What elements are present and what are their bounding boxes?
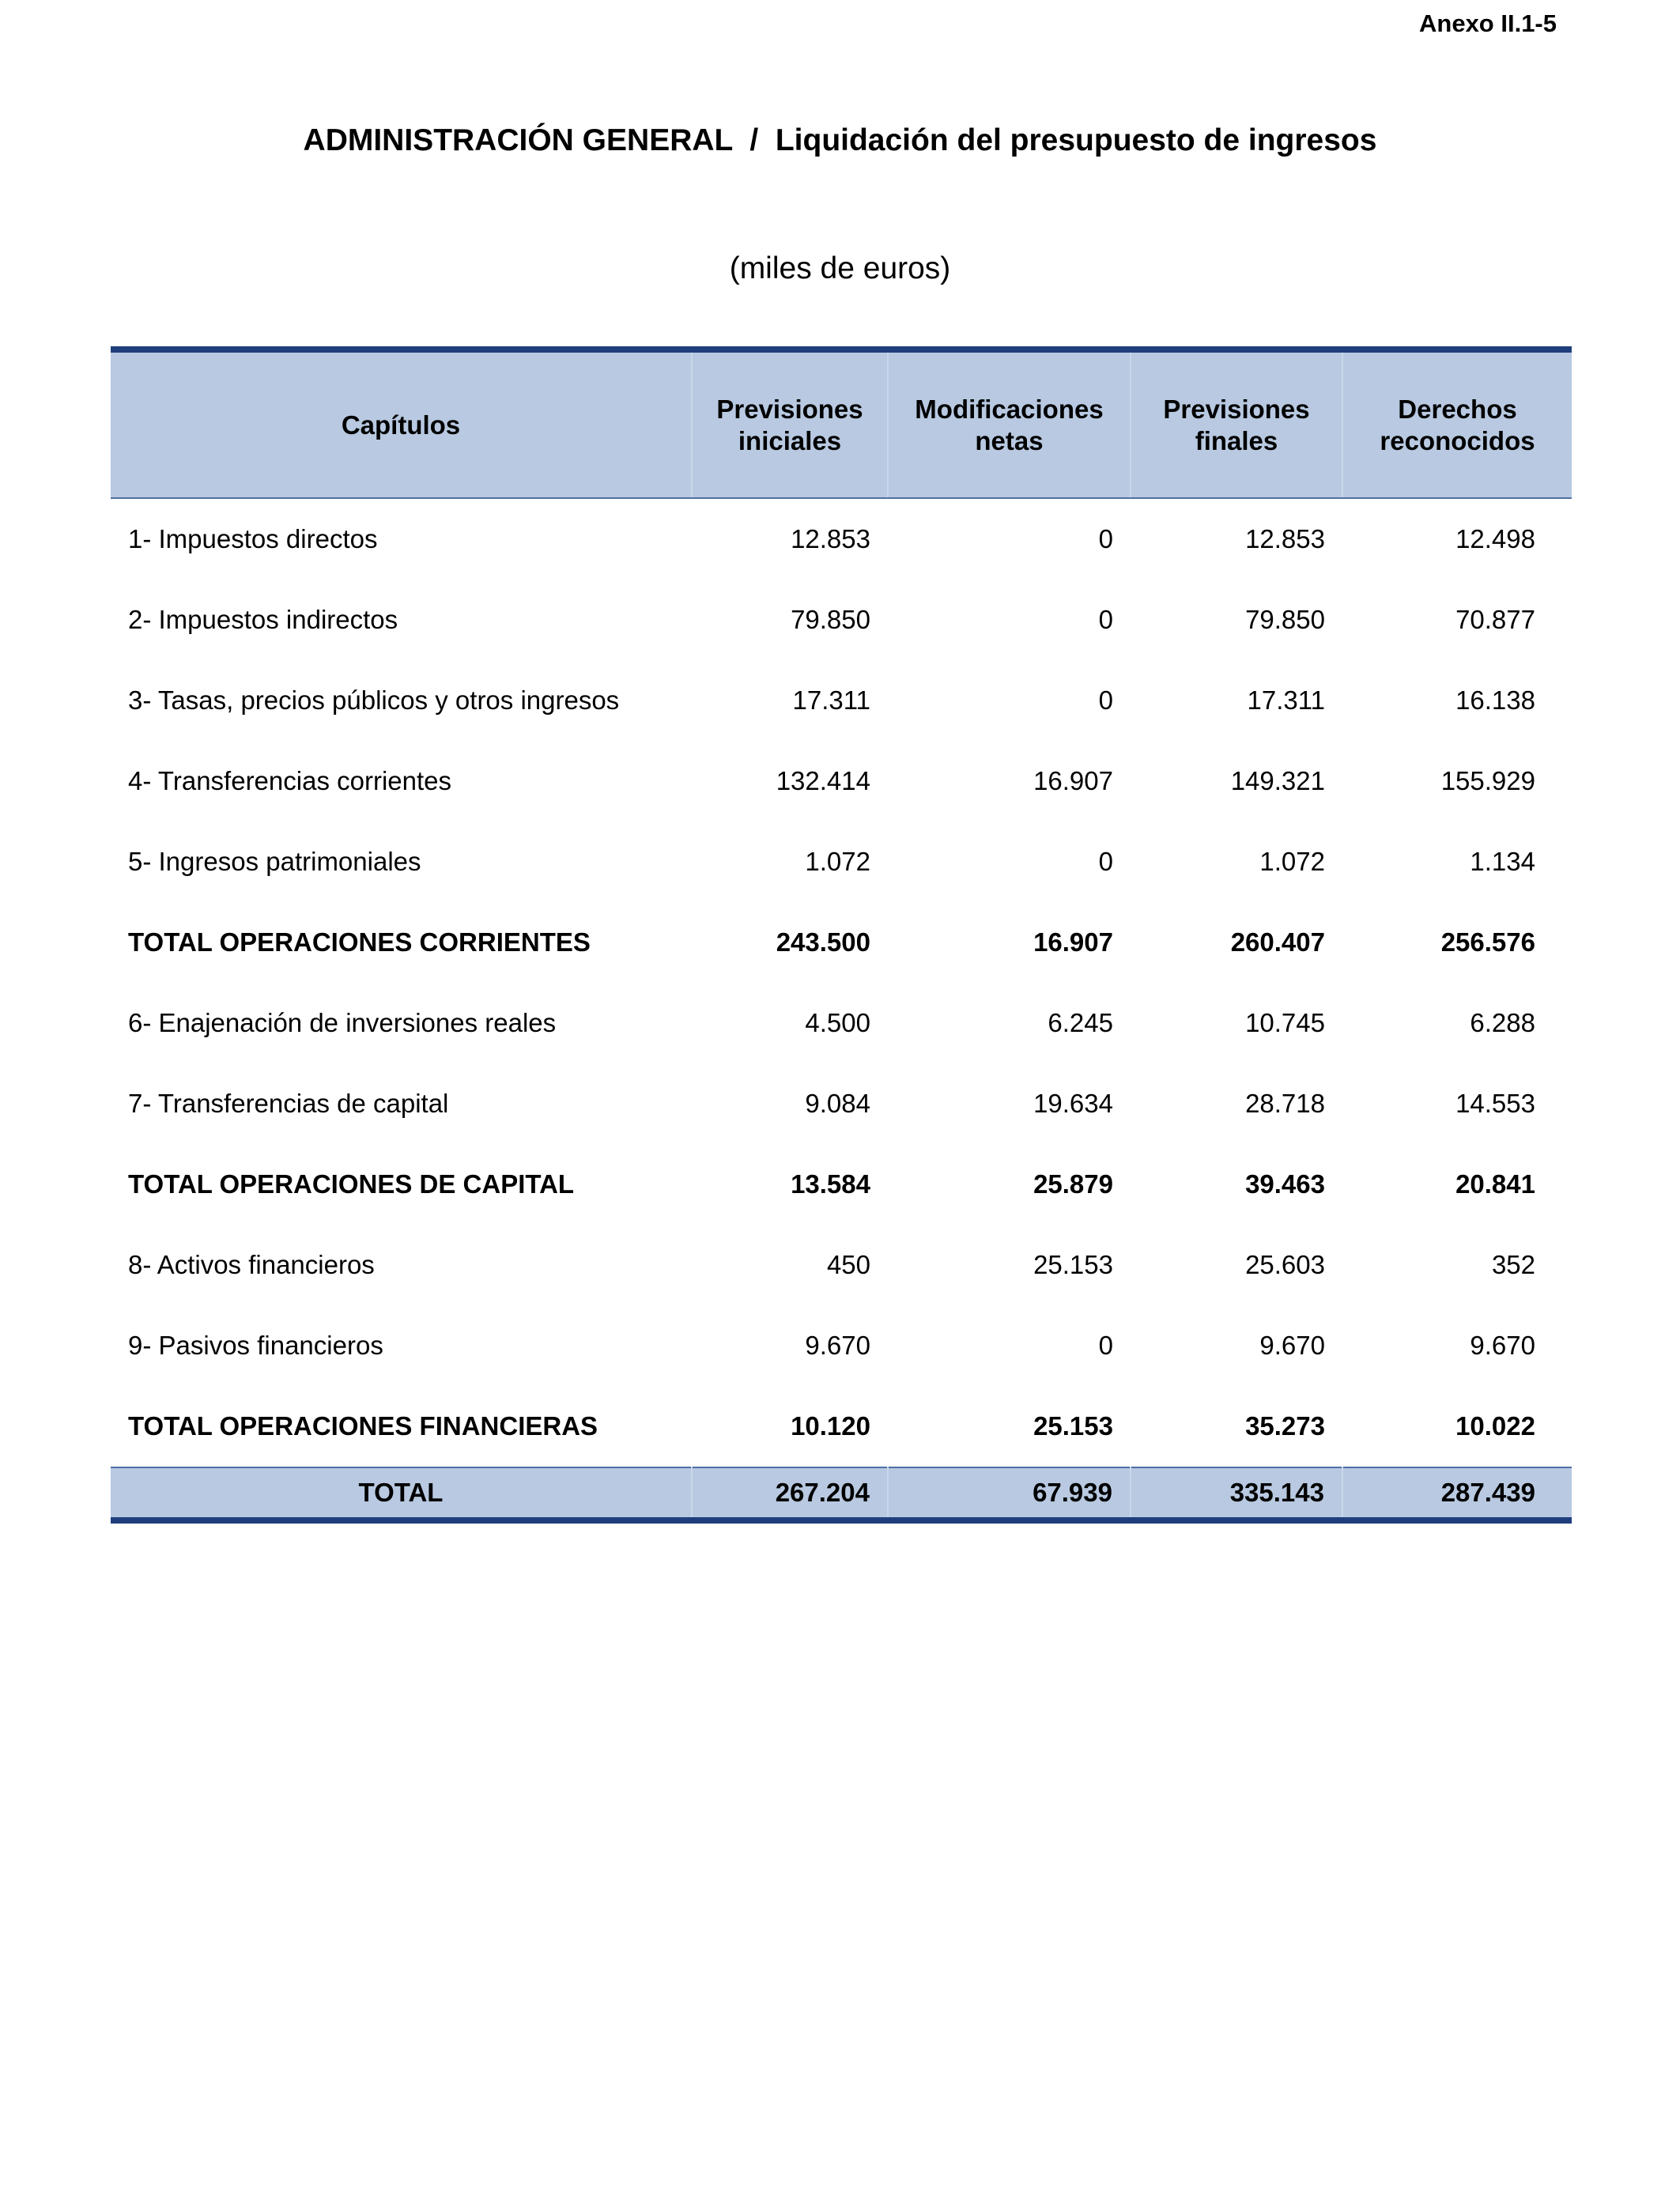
- annex-label: Anexo II.1-5: [1419, 9, 1557, 37]
- row-label: TOTAL OPERACIONES FINANCIERAS: [128, 1411, 598, 1441]
- header-net-modifications: Modificaciones netas: [888, 349, 1131, 498]
- cell-initial: 9.670: [805, 1331, 870, 1360]
- cell-modifications: 25.153: [1033, 1411, 1113, 1441]
- cell-final: 260.407: [1230, 927, 1325, 957]
- row-label: 1- Impuestos directos: [128, 524, 378, 553]
- page-title: ADMINISTRACIÓN GENERAL / Liquidación del presupuesto de ingresos: [303, 123, 1377, 157]
- header-final-forecast: Previsiones finales: [1131, 349, 1342, 498]
- row-label: 5- Ingresos patrimoniales: [128, 847, 421, 876]
- table-row: [111, 580, 1572, 660]
- cell-modifications: 25.879: [1033, 1169, 1113, 1199]
- cell-recognized: 16.138: [1455, 685, 1535, 715]
- subtotal-row: [111, 1144, 1572, 1225]
- cell-final: 12.853: [1245, 524, 1325, 553]
- cell-recognized: 20.841: [1455, 1169, 1535, 1199]
- row-label: 4- Transferencias corrientes: [128, 766, 452, 795]
- cell-modifications: 0: [1098, 685, 1113, 715]
- cell-initial: 10.120: [791, 1411, 870, 1441]
- cell-initial: 243.500: [776, 927, 870, 957]
- cell-final: 17.311: [1247, 685, 1325, 715]
- row-label: TOTAL OPERACIONES CORRIENTES: [128, 927, 591, 957]
- table-row: [111, 1063, 1572, 1144]
- row-label: TOTAL OPERACIONES DE CAPITAL: [128, 1169, 575, 1199]
- cell-modifications: 0: [1098, 847, 1113, 876]
- row-label: 6- Enajenación de inversiones reales: [128, 1008, 557, 1037]
- cell-recognized: 6.288: [1470, 1008, 1535, 1037]
- cell-recognized: 70.877: [1455, 605, 1535, 634]
- cell-final: 149.321: [1230, 766, 1325, 795]
- cell-final: 9.670: [1259, 1331, 1325, 1360]
- row-label: 2- Impuestos indirectos: [128, 605, 398, 634]
- cell-modifications: 0: [1098, 605, 1113, 634]
- cell-final: 28.718: [1245, 1089, 1325, 1118]
- cell-initial: 9.084: [805, 1089, 870, 1118]
- cell-modifications: 16.907: [1033, 766, 1113, 795]
- total-final: 335.143: [1131, 1467, 1342, 1520]
- table-row: [111, 1305, 1572, 1386]
- row-label: 7- Transferencias de capital: [128, 1089, 449, 1118]
- cell-initial: 79.850: [791, 605, 870, 634]
- row-label: 9- Pasivos financieros: [128, 1331, 383, 1360]
- total-label: TOTAL: [111, 1467, 692, 1520]
- subtotal-row: [111, 902, 1572, 983]
- cell-recognized: 352: [1491, 1250, 1535, 1279]
- total-initial: 267.204: [692, 1467, 888, 1520]
- cell-final: 79.850: [1245, 605, 1325, 634]
- table-row: [111, 821, 1572, 902]
- cell-initial: 132.414: [776, 766, 870, 795]
- cell-initial: 1.072: [805, 847, 870, 876]
- cell-recognized: 14.553: [1455, 1089, 1535, 1118]
- cell-modifications: 16.907: [1033, 927, 1113, 957]
- subtotal-row: [111, 1386, 1572, 1467]
- cell-modifications: 6.245: [1048, 1008, 1113, 1037]
- header-recognized-rights: Derechos reconocidos: [1342, 349, 1572, 498]
- cell-recognized: 1.134: [1470, 847, 1535, 876]
- table-row: [111, 498, 1572, 580]
- table-row: [111, 741, 1572, 821]
- cell-recognized: 256.576: [1440, 927, 1535, 957]
- cell-final: 39.463: [1245, 1169, 1325, 1199]
- cell-initial: 450: [826, 1250, 870, 1279]
- cell-final: 10.745: [1245, 1008, 1325, 1037]
- total-row: [111, 1467, 1572, 1520]
- cell-recognized: 9.670: [1470, 1331, 1535, 1360]
- table-row: [111, 660, 1572, 741]
- table-row: [111, 1225, 1572, 1305]
- total-recognized: 287.439: [1342, 1467, 1572, 1520]
- budget-table: [111, 346, 1572, 1524]
- cell-initial: 4.500: [805, 1008, 870, 1037]
- cell-recognized: 12.498: [1455, 524, 1535, 553]
- table-header-row: [111, 349, 1572, 498]
- cell-initial: 12.853: [791, 524, 870, 553]
- cell-final: 35.273: [1245, 1411, 1325, 1441]
- cell-final: 1.072: [1259, 847, 1325, 876]
- cell-recognized: 10.022: [1455, 1411, 1535, 1441]
- unit-caption: (miles de euros): [729, 251, 951, 285]
- row-label: 3- Tasas, precios públicos y otros ingresos: [128, 685, 620, 715]
- cell-modifications: 0: [1098, 1331, 1113, 1360]
- table-row: [111, 983, 1572, 1063]
- cell-modifications: 25.153: [1033, 1250, 1113, 1279]
- cell-initial: 17.311: [792, 685, 870, 715]
- header-chapters: Capítulos: [111, 349, 692, 498]
- total-modifications: 67.939: [888, 1467, 1131, 1520]
- cell-modifications: 0: [1098, 524, 1113, 553]
- header-initial-forecast: Previsiones iniciales: [692, 349, 888, 498]
- cell-recognized: 155.929: [1440, 766, 1535, 795]
- cell-initial: 13.584: [791, 1169, 870, 1199]
- cell-modifications: 19.634: [1033, 1089, 1113, 1118]
- row-label: 8- Activos financieros: [128, 1250, 375, 1279]
- cell-final: 25.603: [1245, 1250, 1325, 1279]
